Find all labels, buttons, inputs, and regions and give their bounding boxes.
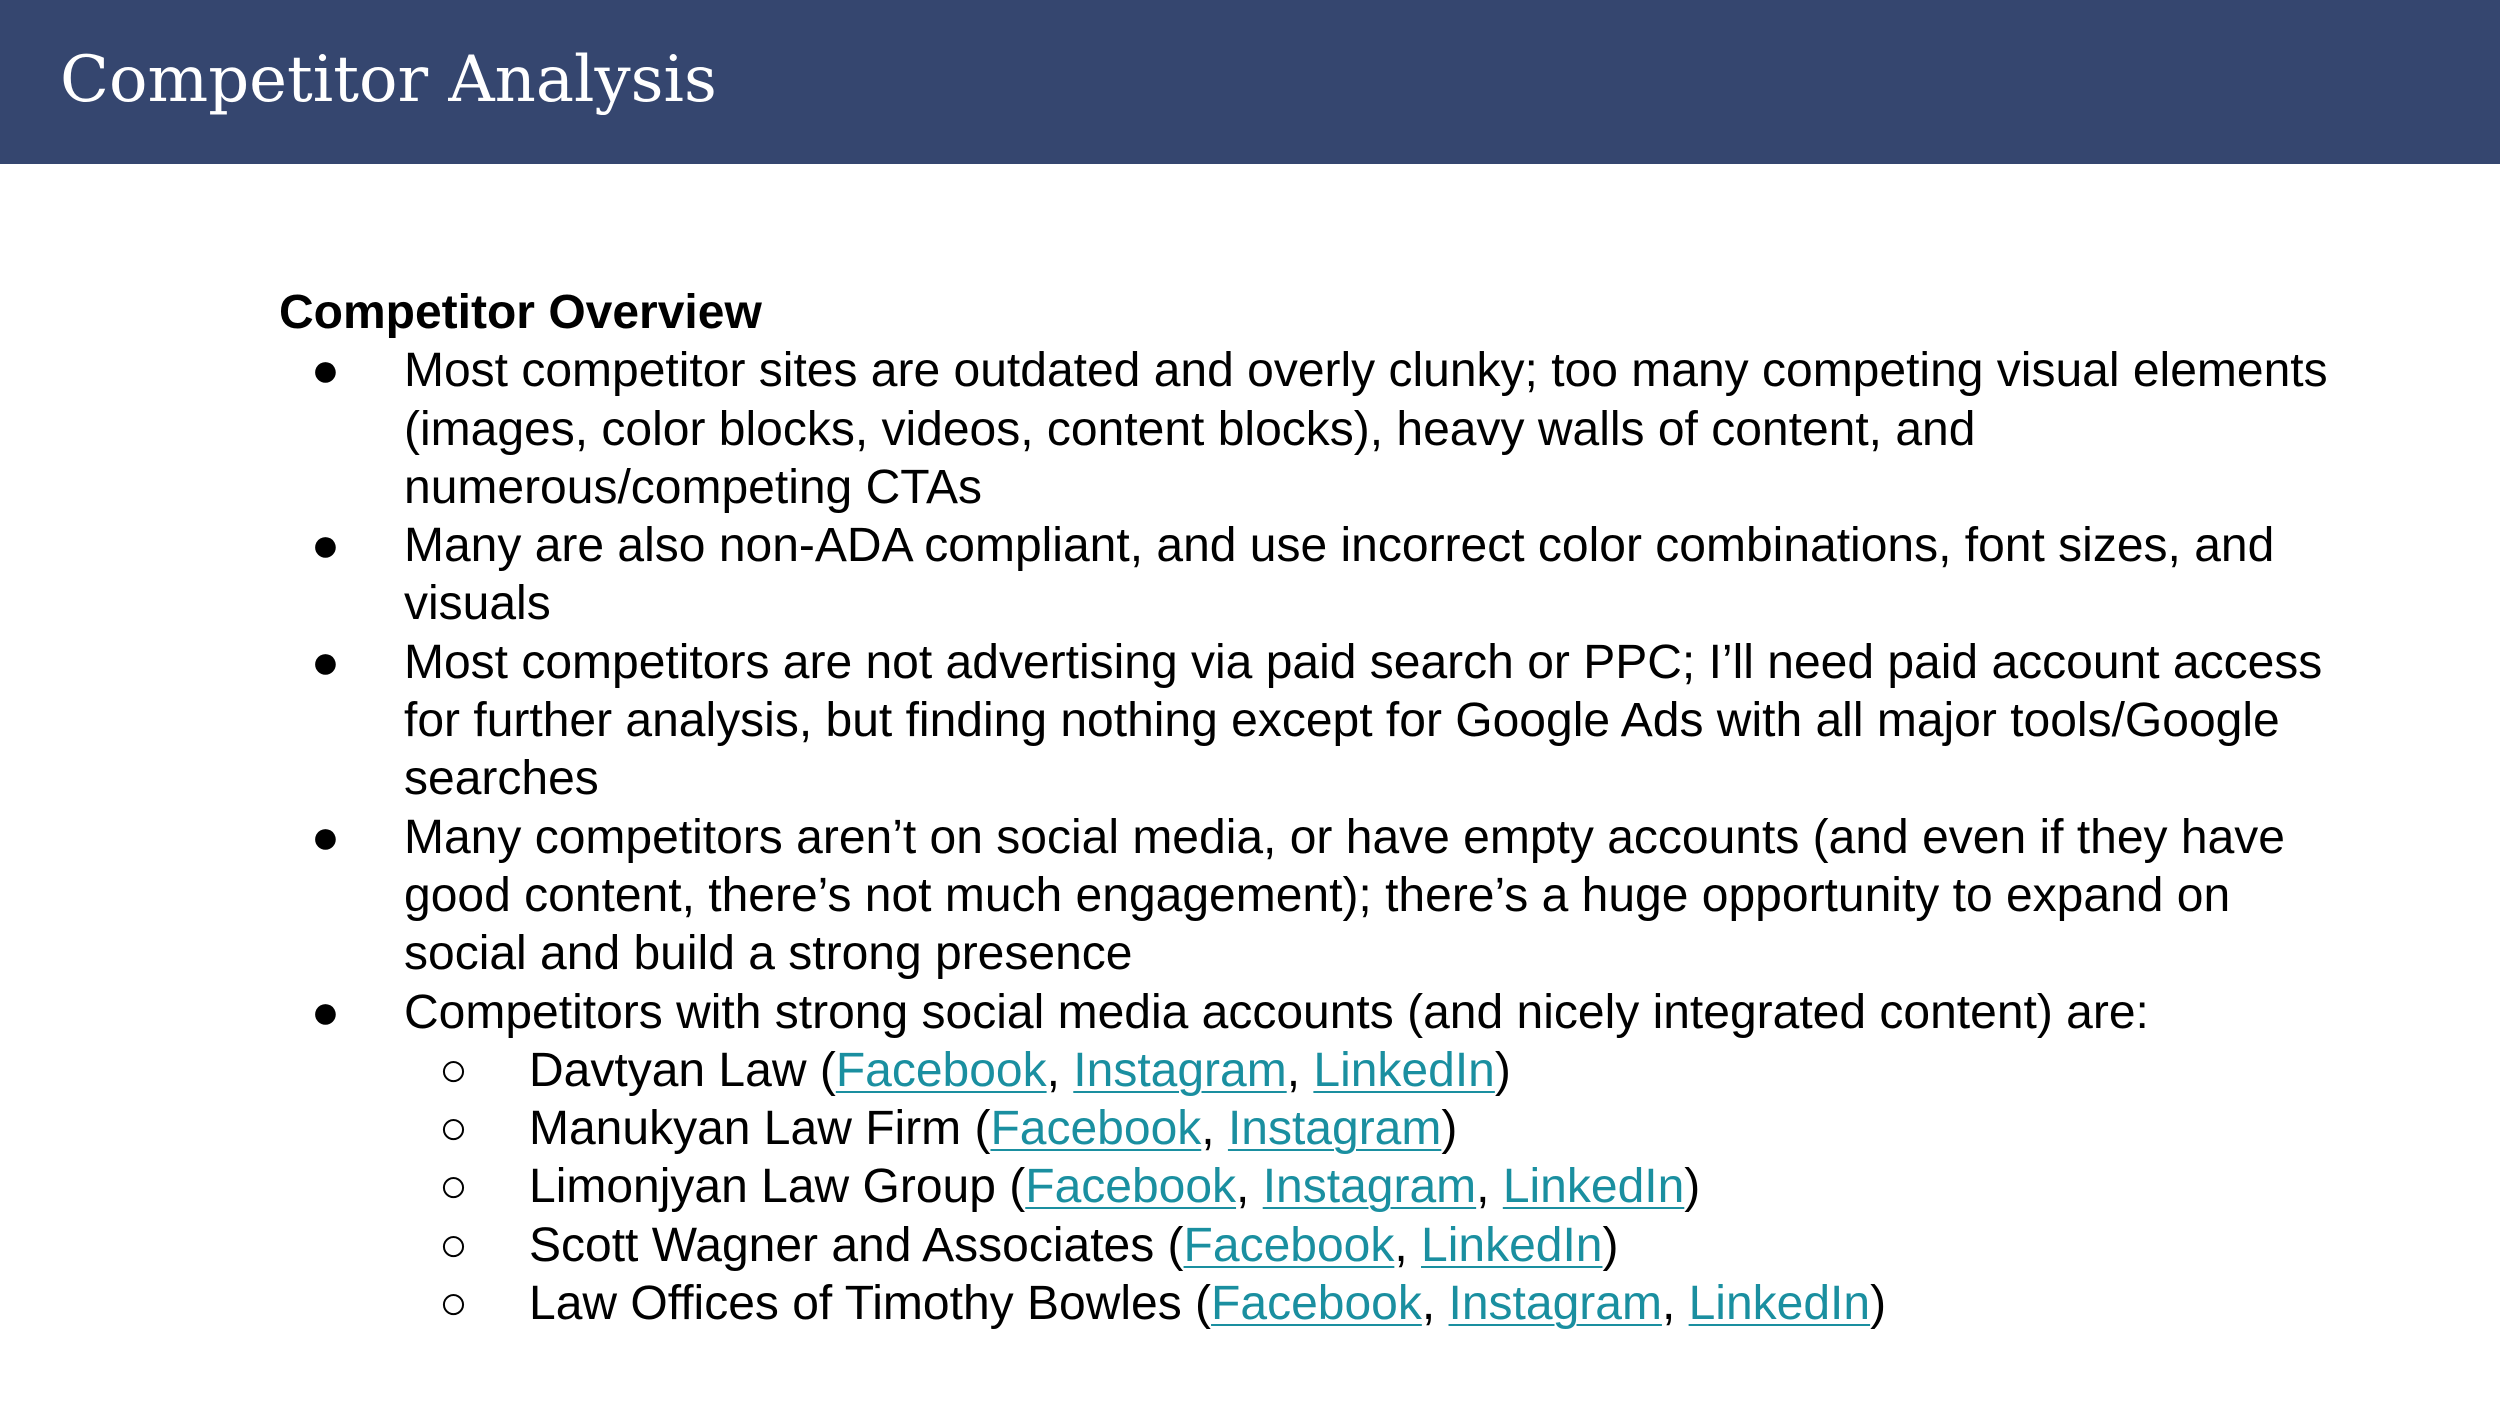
bullet-marker: ● xyxy=(311,635,340,689)
section-heading: Competitor Overview xyxy=(279,286,762,339)
competitor-item-davtyan-law: ○ Davtyan Law (Facebook, Instagram, LinkedIn) xyxy=(279,1042,2279,1100)
bullet-item xyxy=(279,984,2364,1042)
instagram-link[interactable]: Instagram xyxy=(1227,1102,1442,1156)
bullet-text: Most competitors are not advertising via paid search or PPC; I’ll need paid account access for further analysis, but finding nothing except for Google Ads with all major tools/Google searches xyxy=(404,635,2323,806)
sub-bullet-marker: ○ xyxy=(439,1218,468,1272)
competitor-name: Limonjyan Law Group xyxy=(529,1160,996,1214)
linkedin-link[interactable]: LinkedIn xyxy=(1421,1218,1603,1272)
instagram-link[interactable]: Instagram xyxy=(1448,1277,1662,1331)
facebook-link[interactable]: Facebook xyxy=(835,1043,1047,1097)
sub-bullet-marker: ○ xyxy=(439,1160,468,1214)
facebook-link[interactable]: Facebook xyxy=(1025,1160,1237,1214)
bullet-text: Most competitor sites are outdated and overly clunky; too many competing visual elements (images, color blocks, videos, content blocks), heavy walls of content, and numerous/competing CTAs xyxy=(404,344,2328,514)
facebook-link[interactable]: Facebook xyxy=(1183,1218,1395,1272)
competitor-name: Davtyan Law xyxy=(529,1043,807,1097)
bullet-marker: ● xyxy=(311,344,340,398)
facebook-link[interactable]: Facebook xyxy=(990,1102,1202,1156)
competitor-name: Scott Wagner and Associates xyxy=(529,1218,1155,1272)
instagram-link[interactable]: Instagram xyxy=(1073,1043,1287,1097)
bullet-text: Many are also non-ADA compliant, and use incorrect color combinations, font sizes, and visuals xyxy=(404,519,2275,631)
linkedin-link[interactable]: LinkedIn xyxy=(1688,1277,1871,1331)
bullet-list xyxy=(279,342,2328,1042)
competitor-item-timothy-bowles: ○ Law Offices of Timothy Bowles (Facebook, Instagram, LinkedIn) xyxy=(279,1275,2279,1333)
bullet-item xyxy=(279,634,2364,809)
slide-content xyxy=(279,284,2328,1333)
bullet-marker: ● xyxy=(311,810,340,864)
facebook-link[interactable]: Facebook xyxy=(1211,1277,1422,1331)
competitor-item-limonjyan-law-group: ○ Limonjyan Law Group (Facebook, Instagram, LinkedIn) xyxy=(279,1158,2279,1216)
instagram-link[interactable]: Instagram xyxy=(1262,1160,1477,1214)
competitor-name: Manukyan Law Firm xyxy=(529,1102,962,1156)
linkedin-link[interactable]: LinkedIn xyxy=(1502,1160,1685,1214)
page-title: Competitor Analysis xyxy=(60,43,717,117)
bullet-marker: ● xyxy=(311,519,340,573)
competitor-list xyxy=(279,1042,2279,1333)
sub-bullet-marker: ○ xyxy=(439,1043,468,1097)
competitor-item-scott-wagner: ○ Scott Wagner and Associates (Facebook, LinkedIn) xyxy=(279,1217,2279,1275)
competitor-name: Law Offices of Timothy Bowles xyxy=(529,1277,1182,1331)
linkedin-link[interactable]: LinkedIn xyxy=(1313,1043,1495,1097)
bullet-text: Many competitors aren’t on social media, or have empty accounts (and even if they have good content, there’s not much engagement); there’s a huge opportunity to expand on social and build a strong presence xyxy=(404,810,2285,981)
competitor-item-manukyan-law-firm: ○ Manukyan Law Firm (Facebook, Instagram) xyxy=(279,1100,2279,1158)
bullet-item xyxy=(279,517,2364,634)
sub-bullet-marker: ○ xyxy=(439,1102,468,1156)
bullet-text: Competitors with strong social media accounts (and nicely integrated content) are: xyxy=(404,985,2149,1039)
bullet-marker: ● xyxy=(311,985,340,1039)
bullet-item xyxy=(279,809,2364,984)
header-bar xyxy=(0,0,2500,164)
sub-bullet-marker: ○ xyxy=(439,1277,468,1331)
bullet-item xyxy=(279,342,2364,517)
